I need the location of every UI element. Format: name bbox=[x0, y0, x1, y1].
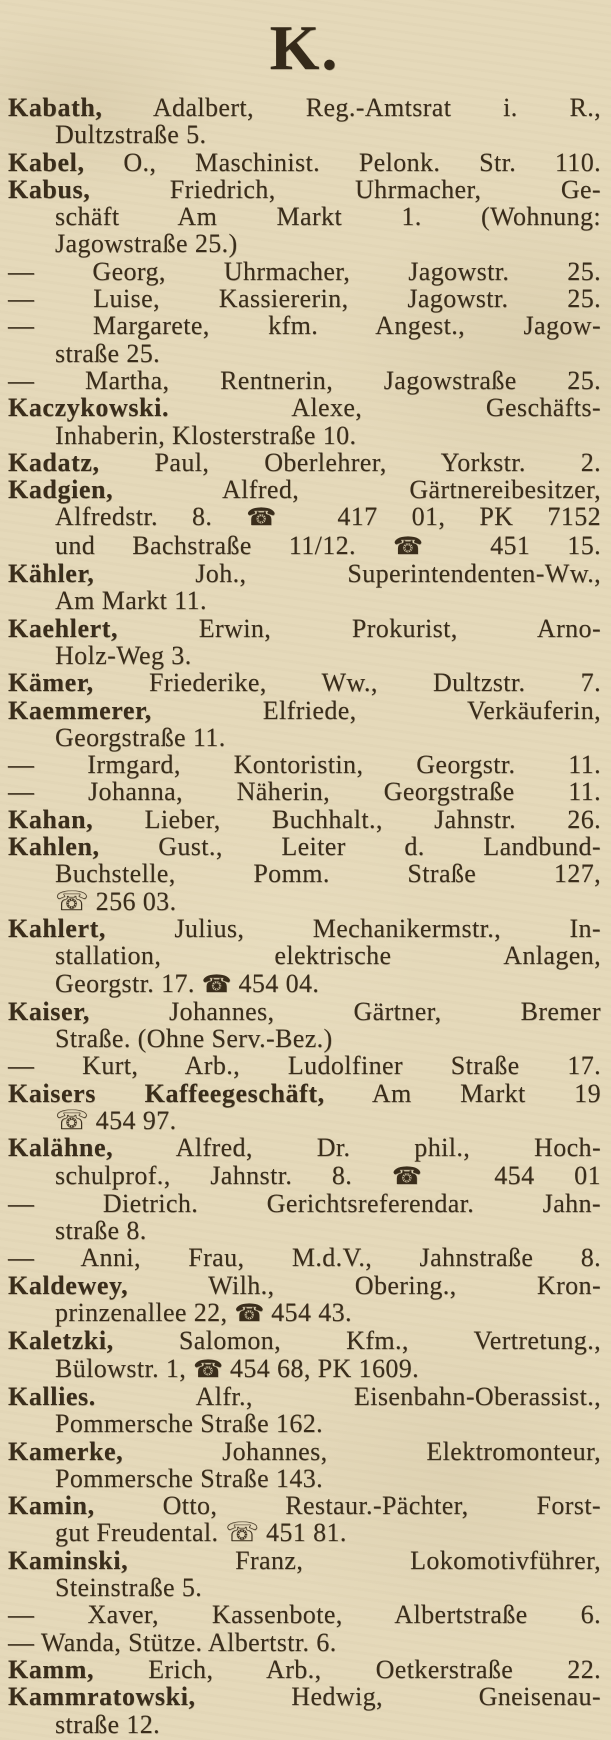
phone-icon: ☎ bbox=[234, 1299, 265, 1328]
entry-line: Am Markt 11. bbox=[55, 586, 207, 616]
entry-line: Kahlert, Julius, Mechanikermstr., In- bbox=[8, 913, 601, 943]
phone-icon: ☎ bbox=[391, 1161, 455, 1190]
entry-line: schäft Am Markt 1. (Wohnung: bbox=[55, 202, 601, 232]
entry-line: und Bachstraße 11/12. ☎ 451 15. bbox=[55, 530, 602, 560]
entry-line: straße 25. bbox=[55, 338, 161, 368]
entry-line: Kaiser, Johannes, Gärtner, Bremer bbox=[8, 996, 601, 1026]
entry-line: schulprof., Jahnstr. 8. ☎ 454 01 bbox=[55, 1160, 601, 1190]
entry-surname: Kabus, bbox=[8, 174, 91, 204]
entry-surname: Kaemmerer, bbox=[8, 695, 152, 725]
entry-line: — Irmgard, Kontoristin, Georgstr. 11. bbox=[8, 750, 601, 780]
entry-surname: Kamerke, bbox=[8, 1436, 124, 1466]
entry-line: Inhaberin, Klosterstraße 10. bbox=[55, 420, 357, 450]
entry-line: Georgstr. 17. ☎ 454 04. bbox=[55, 968, 320, 998]
entry-line: Kabath, Adalbert, Reg.-Amtsrat i. R., bbox=[8, 93, 601, 122]
entry-line: — Margarete, kfm. Angest., Jagow- bbox=[8, 311, 601, 341]
entry-line: ☏ 256 03. bbox=[55, 885, 177, 917]
entry-line: Kabel, O., Maschinist. Pelonk. Str. 110. bbox=[8, 147, 601, 177]
entry-surname: Kähler, bbox=[8, 559, 95, 589]
entry-line: straße 8. bbox=[55, 1216, 147, 1246]
entry-surname: Kaiser, bbox=[8, 996, 90, 1026]
entry-line: — Anni, Frau, M.d.V., Jahnstraße 8. bbox=[8, 1243, 601, 1273]
entry-line: Kamin, Otto, Restaur.-Pächter, Forst- bbox=[8, 1491, 601, 1521]
entry-line: Kamm, Erich, Arb., Oetkerstraße 22. bbox=[8, 1654, 601, 1684]
entry-line: Kaletzki, Salomon, Kfm., Vertretung., bbox=[8, 1326, 601, 1356]
entry-surname: Kahan, bbox=[8, 804, 94, 834]
entry-line: Kalähne, Alfred, Dr. phil., Hoch- bbox=[8, 1133, 601, 1163]
entry-line: Jagowstraße 25.) bbox=[55, 229, 238, 259]
entry-line: Kaczykowski. Alexe, Geschäfts- bbox=[8, 393, 601, 423]
entry-line: Dultzstraße 5. bbox=[55, 120, 207, 150]
entry-line: — Xaver, Kassenbote, Albertstraße 6. bbox=[8, 1600, 601, 1630]
entry-line: stallation, elektrische Anlagen, bbox=[55, 941, 601, 971]
entry-line: Steinstraße 5. bbox=[55, 1573, 203, 1603]
entry-line: Kähler, Joh., Superintendenten-Ww., bbox=[8, 559, 601, 589]
entry-surname: Kadatz, bbox=[8, 447, 100, 477]
entry-line: Straße. (Ohne Serv.-Bez.) bbox=[55, 1024, 333, 1054]
entry-line: — Dietrich. Gerichtsreferendar. Jahn- bbox=[8, 1188, 601, 1218]
entry-surname: Kamm, bbox=[8, 1654, 95, 1684]
entry-line: Bülowstr. 1, ☎ 454 68, PK 1609. bbox=[55, 1353, 420, 1383]
entry-line: straße 12. bbox=[55, 1709, 161, 1739]
entry-line: — Johanna, Näherin, Georgstraße 11. bbox=[8, 777, 601, 807]
phone-icon: ☏ bbox=[55, 1104, 89, 1136]
entry-surname: Kaletzki, bbox=[8, 1326, 114, 1356]
entry-line: ☏ 454 97. bbox=[55, 1104, 177, 1136]
entry-line: Kammratowski, Hedwig, Gneisenau- bbox=[8, 1682, 601, 1712]
directory-entries bbox=[8, 92, 601, 1738]
entry-line: Kaisers Kaffeegeschäft, Am Markt 19 bbox=[8, 1078, 601, 1108]
entry-surname: Kaehlert, bbox=[8, 613, 119, 643]
entry-surname: Kämer, bbox=[8, 668, 94, 698]
entry-surname: Kaldewey, bbox=[8, 1270, 129, 1300]
entry-line: Georgstraße 11. bbox=[55, 722, 226, 752]
entry-line: Buchstelle, Pomm. Straße 127, bbox=[55, 859, 601, 889]
section-letter-heading: K. bbox=[269, 12, 340, 83]
entry-line: Pommersche Straße 162. bbox=[55, 1409, 324, 1439]
entry-surname: Kahlert, bbox=[8, 913, 106, 943]
entry-line: Kallies. Alfr., Eisenbahn-Oberassist., bbox=[8, 1381, 601, 1411]
entry-line: — Kurt, Arb., Ludolfiner Straße 17. bbox=[8, 1051, 601, 1081]
entry-line: — Georg, Uhrmacher, Jagowstr. 25. bbox=[8, 256, 601, 286]
entry-line: Kaminski, Franz, Lokomotivführer, bbox=[8, 1545, 601, 1575]
entry-surname: Kaminski, bbox=[8, 1545, 129, 1575]
entry-line: Kaehlert, Erwin, Prokurist, Arno- bbox=[8, 613, 601, 643]
entry-line: Kamerke, Johannes, Elektromonteur, bbox=[8, 1436, 601, 1466]
entry-surname: Kahlen, bbox=[8, 832, 100, 862]
entry-line: Kadatz, Paul, Oberlehrer, Yorkstr. 2. bbox=[8, 447, 601, 477]
entry-surname: Kaisers Kaffeegeschäft, bbox=[8, 1078, 325, 1108]
entry-surname: Kammratowski, bbox=[8, 1682, 196, 1712]
phone-icon: ☏ bbox=[55, 885, 89, 917]
entry-surname: Kabath, bbox=[8, 93, 103, 122]
entry-line: prinzenallee 22, ☎ 454 43. bbox=[55, 1298, 352, 1328]
entry-line: Pommersche Straße 143. bbox=[55, 1463, 324, 1493]
phone-icon: ☎ bbox=[246, 503, 304, 532]
entry-line: Kaemmerer, Elfriede, Verkäuferin, bbox=[8, 695, 601, 725]
entry-surname: Kadgien, bbox=[8, 475, 114, 505]
entry-line: Kahan, Lieber, Buchhalt., Jahnstr. 26. bbox=[8, 804, 601, 834]
entry-surname: Kaczykowski. bbox=[8, 393, 170, 423]
entry-line: — Luise, Kassiererin, Jagowstr. 25. bbox=[8, 284, 601, 314]
phone-icon: ☎ bbox=[193, 1354, 224, 1383]
phone-icon: ☏ bbox=[225, 1517, 260, 1549]
entry-surname: Kabel, bbox=[8, 147, 85, 177]
phone-icon: ☎ bbox=[392, 531, 454, 560]
entry-line: Holz-Weg 3. bbox=[55, 640, 192, 670]
entry-line: Kabus, Friedrich, Uhrmacher, Ge- bbox=[8, 174, 601, 204]
entry-surname: Kallies. bbox=[8, 1381, 96, 1411]
entry-surname: Kalähne, bbox=[8, 1133, 114, 1163]
entry-line: Kahlen, Gust., Leiter d. Landbund- bbox=[8, 832, 601, 862]
entry-line: Alfredstr. 8. ☎ 417 01, PK 7152 bbox=[55, 502, 601, 532]
phone-icon: ☎ bbox=[201, 969, 232, 998]
entry-line: — Martha, Rentnerin, Jagowstraße 25. bbox=[8, 365, 601, 395]
entry-line: Kadgien, Alfred, Gärtnereibesitzer, bbox=[8, 475, 601, 505]
entry-line: Kaldewey, Wilh., Obering., Kron- bbox=[8, 1270, 601, 1300]
entry-line: Kämer, Friederike, Ww., Dultzstr. 7. bbox=[8, 668, 601, 698]
entry-surname: Kamin, bbox=[8, 1491, 95, 1521]
entry-line: gut Freudental. ☏ 451 81. bbox=[55, 1517, 347, 1549]
entry-line: — Wanda, Stütze. Albertstr. 6. bbox=[8, 1627, 337, 1657]
